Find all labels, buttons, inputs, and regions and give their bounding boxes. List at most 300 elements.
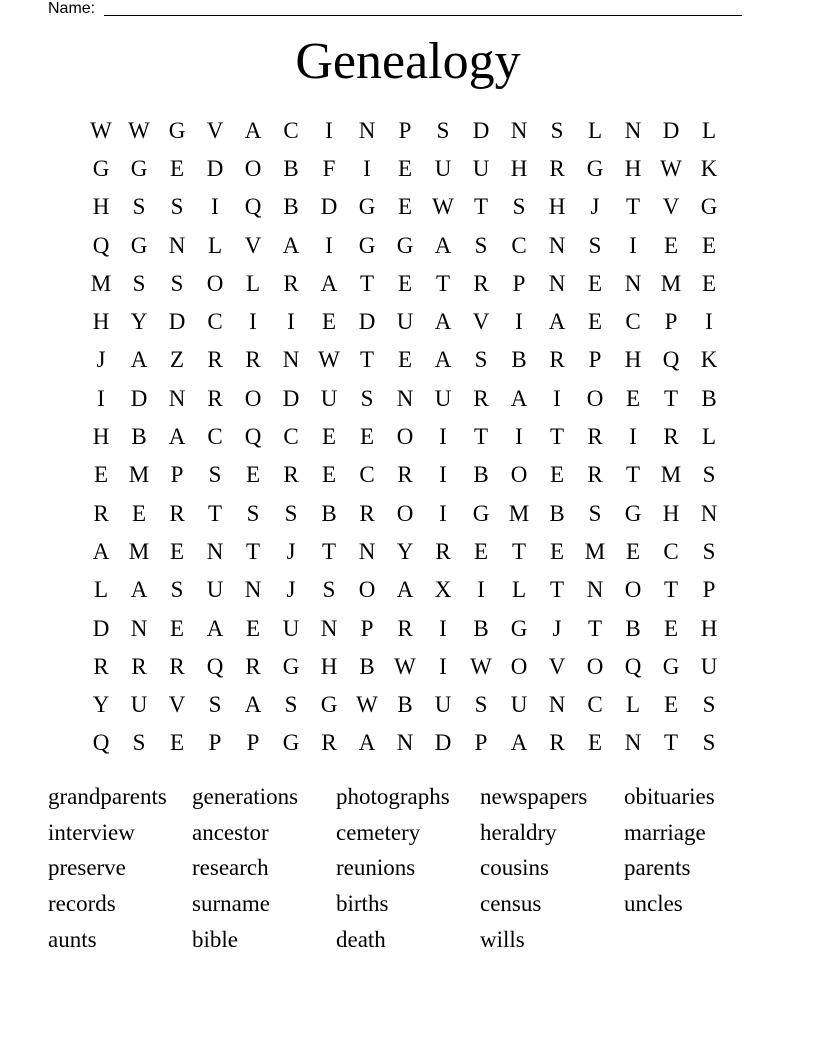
grid-letter[interactable]: E [549, 538, 565, 564]
grid-letter[interactable]: S [360, 385, 374, 411]
grid-letter[interactable]: I [363, 155, 371, 181]
grid-letter[interactable]: S [170, 270, 184, 296]
grid-letter[interactable]: A [130, 577, 148, 603]
grid-letter[interactable]: S [436, 117, 450, 143]
grid-letter[interactable]: R [549, 155, 565, 181]
grid-letter[interactable]: Q [244, 424, 262, 450]
grid-letter[interactable]: E [663, 692, 679, 718]
grid-letter[interactable]: E [397, 347, 413, 373]
grid-letter[interactable]: E [587, 270, 603, 296]
grid-letter[interactable]: E [625, 538, 641, 564]
grid-letter[interactable]: E [169, 730, 185, 756]
grid-letter[interactable]: Y [396, 538, 414, 564]
grid-letter[interactable]: N [320, 615, 338, 641]
grid-letter[interactable]: R [549, 730, 565, 756]
grid-letter[interactable]: E [701, 270, 717, 296]
grid-letter[interactable]: B [131, 424, 147, 450]
grid-letter[interactable]: D [320, 194, 338, 220]
grid-letter[interactable]: U [472, 155, 490, 181]
grid-letter[interactable]: R [169, 653, 185, 679]
word-bank-item: census [480, 891, 542, 917]
grid-letter[interactable]: E [245, 462, 261, 488]
grid-letter[interactable]: G [624, 500, 642, 526]
grid-letter[interactable]: S [588, 500, 602, 526]
grid-letter[interactable]: A [130, 347, 148, 373]
grid-letter[interactable]: H [548, 194, 566, 220]
grid-letter[interactable]: A [282, 232, 300, 258]
grid-letter[interactable]: N [586, 577, 604, 603]
grid-letter[interactable]: Q [662, 347, 680, 373]
grid-letter[interactable]: E [587, 730, 603, 756]
grid-letter[interactable]: N [700, 500, 718, 526]
grid-letter[interactable]: R [169, 500, 185, 526]
grid-letter[interactable]: R [473, 270, 489, 296]
grid-letter[interactable]: C [625, 309, 641, 335]
grid-letter[interactable]: A [434, 309, 452, 335]
grid-letter[interactable]: P [512, 270, 526, 296]
grid-letter[interactable]: R [93, 653, 109, 679]
grid-letter[interactable]: A [206, 615, 224, 641]
grid-letter[interactable]: I [439, 653, 447, 679]
grid-letter[interactable]: I [439, 615, 447, 641]
grid-letter[interactable]: B [511, 347, 527, 373]
grid-letter[interactable]: S [208, 692, 222, 718]
word-bank [48, 779, 778, 957]
grid-letter[interactable]: D [472, 117, 490, 143]
grid-letter[interactable]: O [396, 424, 414, 450]
grid-letter[interactable]: M [128, 538, 150, 564]
grid-letter[interactable]: S [474, 232, 488, 258]
grid-letter[interactable]: D [434, 730, 452, 756]
grid-letter[interactable]: S [702, 730, 716, 756]
grid-letter[interactable]: S [702, 462, 716, 488]
grid-letter[interactable]: U [510, 692, 528, 718]
grid-letter[interactable]: W [660, 155, 682, 181]
grid-letter[interactable]: N [130, 615, 148, 641]
grid-letter[interactable]: A [510, 385, 528, 411]
grid-letter[interactable]: W [128, 117, 150, 143]
grid-letter[interactable]: V [206, 117, 224, 143]
grid-letter[interactable]: L [701, 424, 717, 450]
grid-letter[interactable]: N [624, 730, 642, 756]
grid-letter[interactable]: D [168, 309, 186, 335]
grid-letter[interactable]: S [550, 117, 564, 143]
grid-letter[interactable]: R [397, 615, 413, 641]
grid-letter[interactable]: A [434, 347, 452, 373]
grid-letter[interactable]: N [168, 232, 186, 258]
grid-letter[interactable]: G [358, 194, 376, 220]
grid-letter[interactable]: R [587, 424, 603, 450]
grid-letter[interactable]: G [130, 232, 148, 258]
grid-letter[interactable]: N [206, 538, 224, 564]
grid-letter[interactable]: J [552, 615, 562, 641]
grid-letter[interactable]: E [663, 232, 679, 258]
grid-letter[interactable]: H [92, 424, 110, 450]
word-bank-item: births [336, 891, 389, 917]
grid-letter[interactable]: T [473, 194, 489, 220]
grid-letter[interactable]: N [396, 730, 414, 756]
grid-letter[interactable]: M [660, 270, 682, 296]
grid-letter[interactable]: N [396, 385, 414, 411]
grid-letter[interactable]: E [169, 538, 185, 564]
grid-letter[interactable]: S [284, 692, 298, 718]
grid-letter[interactable]: I [629, 232, 637, 258]
grid-letter[interactable]: G [130, 155, 148, 181]
grid-letter[interactable]: O [244, 385, 262, 411]
grid-letter[interactable]: H [624, 347, 642, 373]
grid-letter[interactable]: I [249, 309, 257, 335]
grid-letter[interactable]: G [358, 232, 376, 258]
grid-letter[interactable]: A [320, 270, 338, 296]
grid-letter[interactable]: R [207, 347, 223, 373]
grid-letter[interactable]: R [283, 270, 299, 296]
grid-letter[interactable]: R [473, 385, 489, 411]
grid-letter[interactable]: O [586, 385, 604, 411]
grid-letter[interactable]: S [284, 500, 298, 526]
grid-letter[interactable]: Y [130, 309, 148, 335]
grid-letter[interactable]: T [549, 577, 565, 603]
grid-letter[interactable]: B [283, 155, 299, 181]
grid-letter[interactable]: I [705, 309, 713, 335]
grid-letter[interactable]: R [663, 424, 679, 450]
grid-letter[interactable]: J [286, 538, 296, 564]
grid-letter[interactable]: F [322, 155, 336, 181]
grid-letter[interactable]: S [132, 194, 146, 220]
grid-letter[interactable]: C [207, 424, 223, 450]
grid-letter[interactable]: O [510, 653, 528, 679]
grid-letter[interactable]: I [629, 424, 637, 450]
grid-letter[interactable]: V [168, 692, 186, 718]
grid-letter[interactable]: D [282, 385, 300, 411]
grid-letter[interactable]: O [358, 577, 376, 603]
grid-letter[interactable]: S [474, 692, 488, 718]
grid-letter[interactable]: R [435, 538, 451, 564]
grid-letter[interactable]: J [96, 347, 106, 373]
grid-letter[interactable]: A [358, 730, 376, 756]
word-bank-item: parents [624, 855, 691, 881]
grid-letter[interactable]: T [435, 270, 451, 296]
grid-letter[interactable]: J [590, 194, 600, 220]
grid-letter[interactable]: V [662, 194, 680, 220]
grid-letter[interactable]: C [587, 692, 603, 718]
grid-letter[interactable]: A [434, 232, 452, 258]
grid-letter[interactable]: N [282, 347, 300, 373]
grid-letter[interactable]: Q [206, 653, 224, 679]
grid-letter[interactable]: D [358, 309, 376, 335]
grid-letter[interactable]: E [663, 615, 679, 641]
grid-letter[interactable]: C [283, 117, 299, 143]
grid-letter[interactable]: G [282, 730, 300, 756]
grid-letter[interactable]: E [245, 615, 261, 641]
grid-letter[interactable]: H [320, 653, 338, 679]
grid-letter[interactable]: E [549, 462, 565, 488]
grid-letter[interactable]: M [128, 462, 150, 488]
grid-letter[interactable]: E [321, 309, 337, 335]
grid-letter[interactable]: W [90, 117, 112, 143]
grid-letter[interactable]: S [322, 577, 336, 603]
grid-letter[interactable]: N [548, 232, 566, 258]
grid-letter[interactable]: A [396, 577, 414, 603]
grid-letter[interactable]: I [439, 424, 447, 450]
grid-letter[interactable]: L [245, 270, 261, 296]
grid-letter[interactable]: O [586, 653, 604, 679]
grid-letter[interactable]: G [510, 615, 528, 641]
grid-letter[interactable]: I [553, 385, 561, 411]
grid-letter[interactable]: O [206, 270, 224, 296]
grid-letter[interactable]: K [700, 347, 718, 373]
grid-letter[interactable]: N [624, 270, 642, 296]
grid-letter[interactable]: N [168, 385, 186, 411]
grid-letter[interactable]: S [702, 538, 716, 564]
grid-letter[interactable]: P [702, 577, 716, 603]
grid-letter[interactable]: A [244, 692, 262, 718]
grid-letter[interactable]: T [549, 424, 565, 450]
grid-letter[interactable]: T [663, 577, 679, 603]
grid-letter[interactable]: W [394, 653, 416, 679]
word-bank-item: heraldry [480, 819, 557, 845]
grid-letter[interactable]: E [321, 424, 337, 450]
grid-letter[interactable]: C [511, 232, 527, 258]
grid-letter[interactable]: A [168, 424, 186, 450]
grid-letter[interactable]: X [434, 577, 452, 603]
grid-letter[interactable]: N [548, 270, 566, 296]
grid-letter[interactable]: T [625, 194, 641, 220]
grid-letter[interactable]: B [549, 500, 565, 526]
grid-letter[interactable]: D [92, 615, 110, 641]
grid-letter[interactable]: V [548, 653, 566, 679]
grid-letter[interactable]: H [92, 194, 110, 220]
grid-letter[interactable]: S [170, 577, 184, 603]
grid-letter[interactable]: T [321, 538, 337, 564]
grid-letter[interactable]: G [168, 117, 186, 143]
grid-letter[interactable]: I [515, 309, 523, 335]
grid-letter[interactable]: G [586, 155, 604, 181]
grid-letter[interactable]: N [510, 117, 528, 143]
grid-letter[interactable]: U [282, 615, 300, 641]
grid-letter[interactable]: R [93, 500, 109, 526]
grid-letter[interactable]: T [473, 424, 489, 450]
grid-letter[interactable]: L [93, 577, 109, 603]
grid-letter[interactable]: P [398, 117, 412, 143]
grid-letter[interactable]: Q [92, 232, 110, 258]
grid-letter[interactable]: I [439, 462, 447, 488]
grid-letter[interactable]: S [246, 500, 260, 526]
grid-letter[interactable]: O [624, 577, 642, 603]
grid-letter[interactable]: H [92, 309, 110, 335]
grid-letter[interactable]: R [207, 385, 223, 411]
grid-letter[interactable]: M [584, 538, 606, 564]
word-bank-item: reunions [336, 855, 416, 881]
grid-letter[interactable]: I [439, 500, 447, 526]
grid-letter[interactable]: P [360, 615, 374, 641]
grid-letter[interactable]: E [397, 270, 413, 296]
grid-letter[interactable]: T [245, 538, 261, 564]
grid-letter[interactable]: R [359, 500, 375, 526]
grid-letter[interactable]: A [548, 309, 566, 335]
grid-letter[interactable]: Y [92, 692, 110, 718]
letter-grid [82, 111, 728, 762]
grid-letter[interactable]: N [358, 538, 376, 564]
grid-letter[interactable]: A [92, 538, 110, 564]
grid-letter[interactable]: U [434, 692, 452, 718]
grid-letter[interactable]: O [396, 500, 414, 526]
grid-letter[interactable]: T [359, 270, 375, 296]
grid-letter[interactable]: Q [92, 730, 110, 756]
grid-letter[interactable]: A [510, 730, 528, 756]
grid-letter[interactable]: D [130, 385, 148, 411]
grid-letter[interactable]: I [211, 194, 219, 220]
grid-letter[interactable]: D [662, 117, 680, 143]
grid-letter[interactable]: B [473, 615, 489, 641]
grid-letter[interactable]: M [508, 500, 530, 526]
grid-letter[interactable]: H [510, 155, 528, 181]
grid-letter[interactable]: R [321, 730, 337, 756]
grid-letter[interactable]: R [283, 462, 299, 488]
grid-letter[interactable]: I [515, 424, 523, 450]
grid-letter[interactable]: Q [624, 653, 642, 679]
grid-letter[interactable]: J [286, 577, 296, 603]
grid-letter[interactable]: S [208, 462, 222, 488]
grid-letter[interactable]: R [131, 653, 147, 679]
word-bank-item: newspapers [480, 784, 588, 810]
grid-letter[interactable]: T [663, 730, 679, 756]
grid-letter[interactable]: R [587, 462, 603, 488]
grid-letter[interactable]: C [359, 462, 375, 488]
grid-letter[interactable]: S [474, 347, 488, 373]
grid-letter[interactable]: Q [244, 194, 262, 220]
grid-letter[interactable]: P [246, 730, 260, 756]
grid-letter[interactable]: L [625, 692, 641, 718]
grid-letter[interactable]: G [92, 155, 110, 181]
grid-letter[interactable]: G [472, 500, 490, 526]
grid-letter[interactable]: B [359, 653, 375, 679]
grid-letter[interactable]: N [548, 692, 566, 718]
grid-letter[interactable]: U [130, 692, 148, 718]
grid-letter[interactable]: R [549, 347, 565, 373]
grid-letter[interactable]: E [701, 232, 717, 258]
grid-letter[interactable]: P [588, 347, 602, 373]
grid-letter[interactable]: T [663, 385, 679, 411]
grid-letter[interactable]: T [359, 347, 375, 373]
grid-letter[interactable]: S [132, 730, 146, 756]
grid-letter[interactable]: C [663, 538, 679, 564]
grid-letter[interactable]: T [511, 538, 527, 564]
word-bank-item: records [48, 891, 116, 917]
grid-letter[interactable]: E [93, 462, 109, 488]
grid-letter[interactable]: H [662, 500, 680, 526]
grid-letter[interactable]: T [207, 500, 223, 526]
grid-letter[interactable]: P [664, 309, 678, 335]
grid-letter[interactable]: W [318, 347, 340, 373]
grid-letter[interactable]: E [397, 194, 413, 220]
grid-letter[interactable]: B [701, 385, 717, 411]
grid-letter[interactable]: V [472, 309, 490, 335]
grid-letter[interactable]: L [701, 117, 717, 143]
grid-letter[interactable]: B [397, 692, 413, 718]
grid-letter[interactable]: N [624, 117, 642, 143]
grid-letter[interactable]: E [359, 424, 375, 450]
grid-letter[interactable]: E [587, 309, 603, 335]
grid-letter[interactable]: G [320, 692, 338, 718]
grid-letter[interactable]: U [434, 385, 452, 411]
grid-letter[interactable]: G [700, 194, 718, 220]
grid-letter[interactable]: N [358, 117, 376, 143]
grid-letter[interactable]: B [283, 194, 299, 220]
grid-letter[interactable]: O [510, 462, 528, 488]
grid-letter[interactable]: L [511, 577, 527, 603]
grid-letter[interactable]: B [321, 500, 337, 526]
grid-letter[interactable]: E [625, 385, 641, 411]
grid-letter[interactable]: G [396, 232, 414, 258]
grid-letter[interactable]: L [587, 117, 603, 143]
grid-letter[interactable]: C [207, 309, 223, 335]
grid-letter[interactable]: E [321, 462, 337, 488]
grid-letter[interactable]: Z [169, 347, 185, 373]
grid-letter[interactable]: W [356, 692, 378, 718]
grid-letter[interactable]: I [477, 577, 485, 603]
grid-letter[interactable]: M [90, 270, 112, 296]
grid-letter[interactable]: I [325, 232, 333, 258]
grid-letter[interactable]: B [625, 615, 641, 641]
grid-letter[interactable]: A [244, 117, 262, 143]
grid-letter[interactable]: S [132, 270, 146, 296]
grid-letter[interactable]: S [512, 194, 526, 220]
word-bank-item: photographs [336, 784, 450, 810]
grid-letter[interactable]: E [397, 155, 413, 181]
grid-letter[interactable]: O [244, 155, 262, 181]
grid-letter[interactable]: B [473, 462, 489, 488]
grid-letter[interactable]: S [588, 232, 602, 258]
grid-letter[interactable]: R [397, 462, 413, 488]
grid-letter[interactable]: S [170, 194, 184, 220]
grid-letter[interactable]: G [662, 653, 680, 679]
grid-letter[interactable]: I [325, 117, 333, 143]
grid-letter[interactable]: U [206, 577, 224, 603]
grid-letter[interactable]: V [244, 232, 262, 258]
grid-letter[interactable]: N [244, 577, 262, 603]
grid-letter[interactable]: W [432, 194, 454, 220]
grid-letter[interactable]: R [245, 653, 261, 679]
grid-letter[interactable]: U [434, 155, 452, 181]
grid-letter[interactable]: E [473, 538, 489, 564]
grid-letter[interactable]: R [245, 347, 261, 373]
grid-letter[interactable]: W [470, 653, 492, 679]
grid-letter[interactable]: T [587, 615, 603, 641]
grid-letter[interactable]: P [208, 730, 222, 756]
grid-letter[interactable]: D [206, 155, 224, 181]
grid-letter[interactable]: E [131, 500, 147, 526]
grid-letter[interactable]: C [283, 424, 299, 450]
grid-letter[interactable]: U [396, 309, 414, 335]
grid-letter[interactable]: U [320, 385, 338, 411]
grid-letter[interactable]: S [702, 692, 716, 718]
grid-letter[interactable]: P [170, 462, 184, 488]
grid-letter[interactable]: M [660, 462, 682, 488]
grid-letter[interactable]: I [287, 309, 295, 335]
grid-letter[interactable]: L [207, 232, 223, 258]
grid-letter[interactable]: G [282, 653, 300, 679]
name-field-line[interactable] [104, 15, 742, 16]
grid-letter[interactable]: U [700, 653, 718, 679]
grid-letter[interactable]: K [700, 155, 718, 181]
grid-letter[interactable]: E [169, 615, 185, 641]
grid-letter[interactable]: E [169, 155, 185, 181]
grid-letter[interactable]: H [624, 155, 642, 181]
grid-letter[interactable]: T [625, 462, 641, 488]
grid-letter[interactable]: I [97, 385, 105, 411]
grid-letter[interactable]: H [700, 615, 718, 641]
grid-letter[interactable]: P [474, 730, 488, 756]
